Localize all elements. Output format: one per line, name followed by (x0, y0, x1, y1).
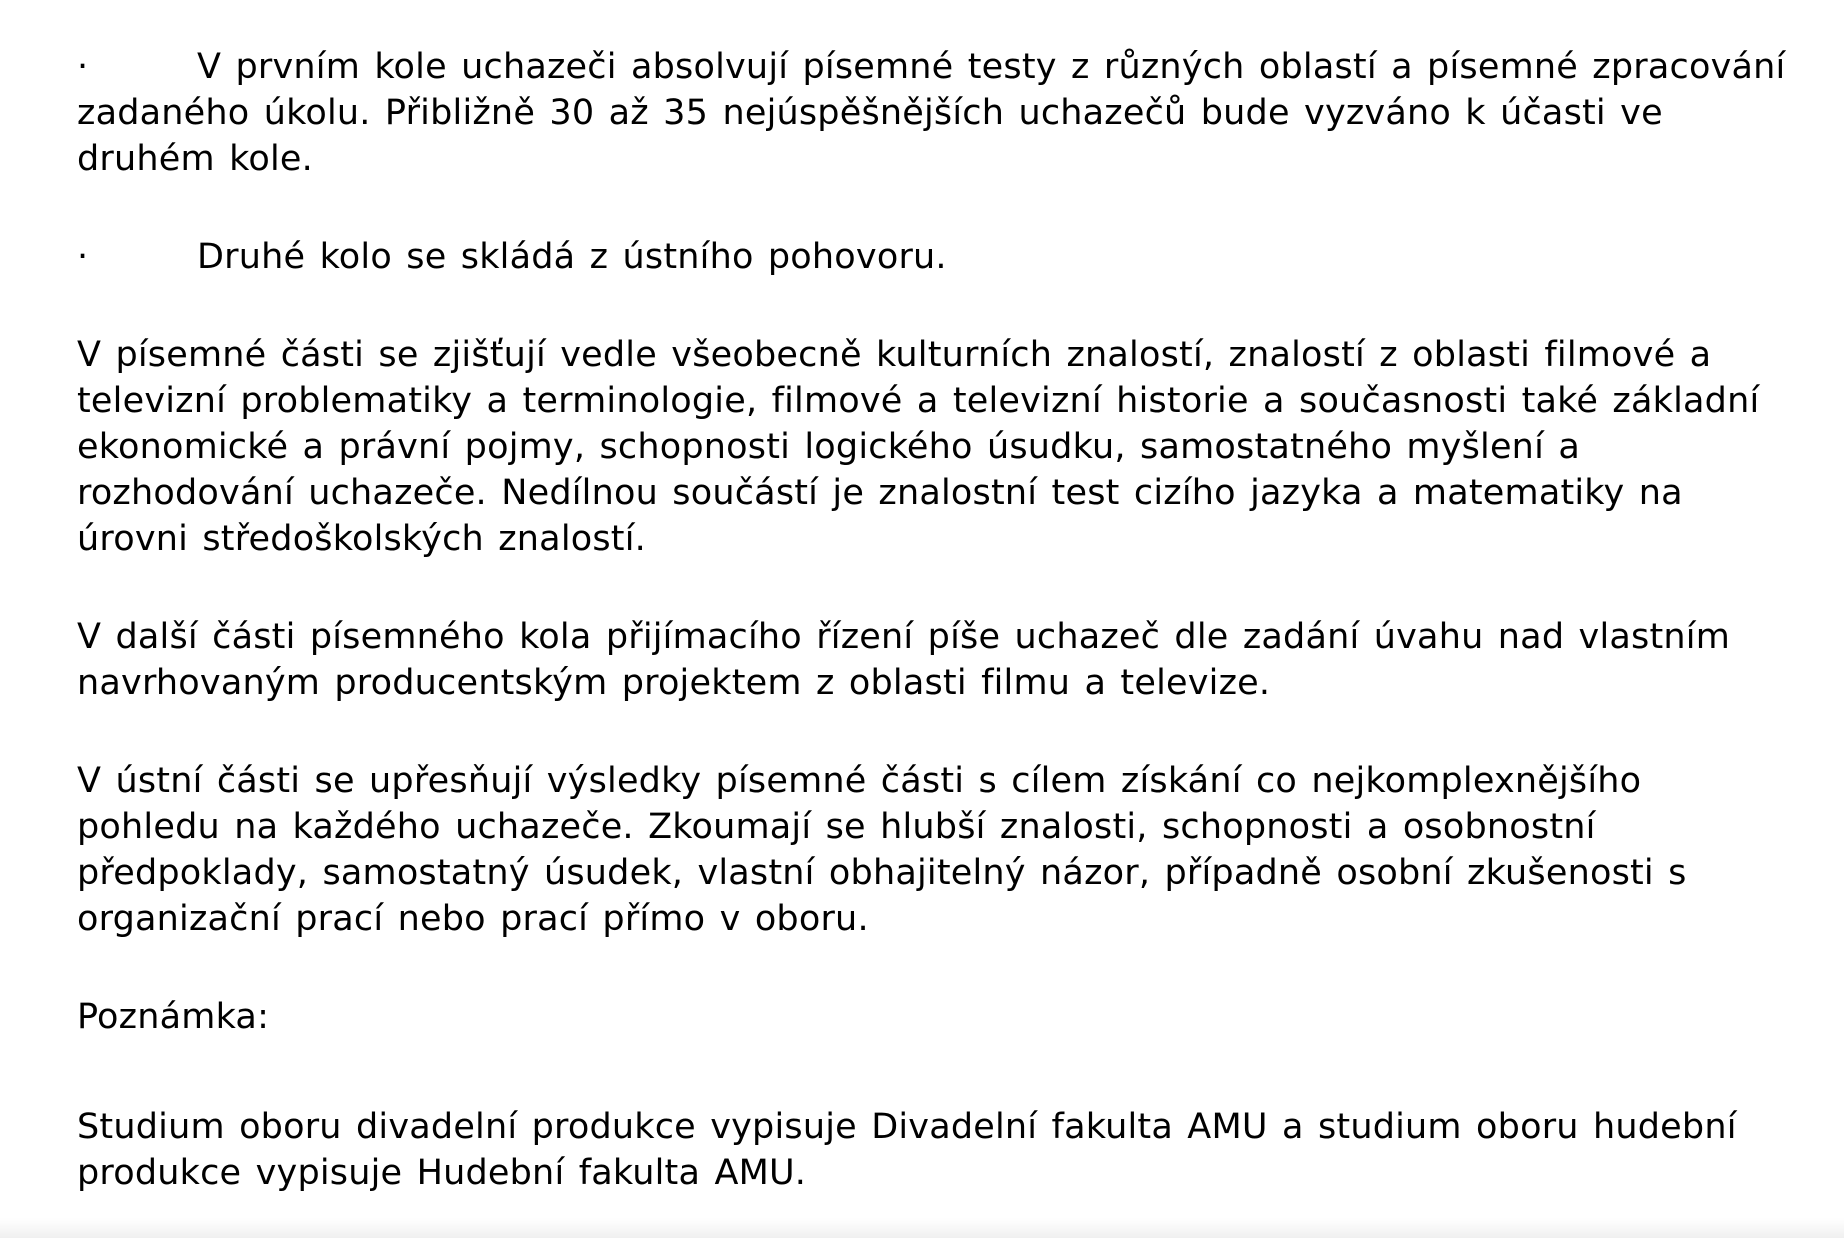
paragraph-written-part: V písemné části se zjišťují vedle všeobecně kulturních znalostí, znalostí z oblasti filmové a televizní problematiky a terminologie, filmové a televizní historie a současnosti také základní ekonomické a právní pojmy, schopnosti logického úsudku, samostatného myšlení a rozhodování uchazeče. Nedílnou součástí je znalostní test cizího jazyka a matematiky na úrovni středoškolských znalostí. (77, 335, 1760, 559)
paragraph-written-essay: V další části písemného kola přijímacího řízení píše uchazeč dle zadání úvahu nad vlastním navrhovaným producentským projektem z oblasti filmu a televize. (77, 617, 1731, 703)
bullet-text: Druhé kolo se skládá z ústního pohovoru. (197, 237, 947, 277)
bullet-symbol: · (77, 237, 89, 277)
paragraph-oral-part: V ústní části se upřesňují výsledky písemné části s cílem získání co nejkomplexnějšího pohledu na každého uchazeče. Zkoumají se hlubší znalosti, schopnosti a osobnostní předpoklady, samostatný úsudek, vlastní obhajitelný názor, případně osobní zkušenosti s organizační prací nebo prací přímo v oboru. (77, 761, 1687, 939)
bottom-fade (0, 1218, 1844, 1238)
bullet-text: V prvním kole uchazeči absolvují písemné testy z různých oblastí a písemné zpracování zadaného úkolu. Přibližně 30 až 35 nejúspěšnějších uchazečů bude vyzváno k účasti ve druhém kole. (77, 47, 1786, 179)
bullet-item-first-round (77, 44, 1797, 182)
note-text: Studium oboru divadelní produkce vypisuje Divadelní fakulta AMU a studium oboru hudební produkce vypisuje Hudební fakulta AMU. (77, 1107, 1737, 1193)
bullet-item-second-round (77, 234, 1797, 280)
bullet-symbol: · (77, 47, 89, 87)
document-body (77, 44, 1797, 1248)
note-label: Poznámka: (77, 997, 270, 1037)
